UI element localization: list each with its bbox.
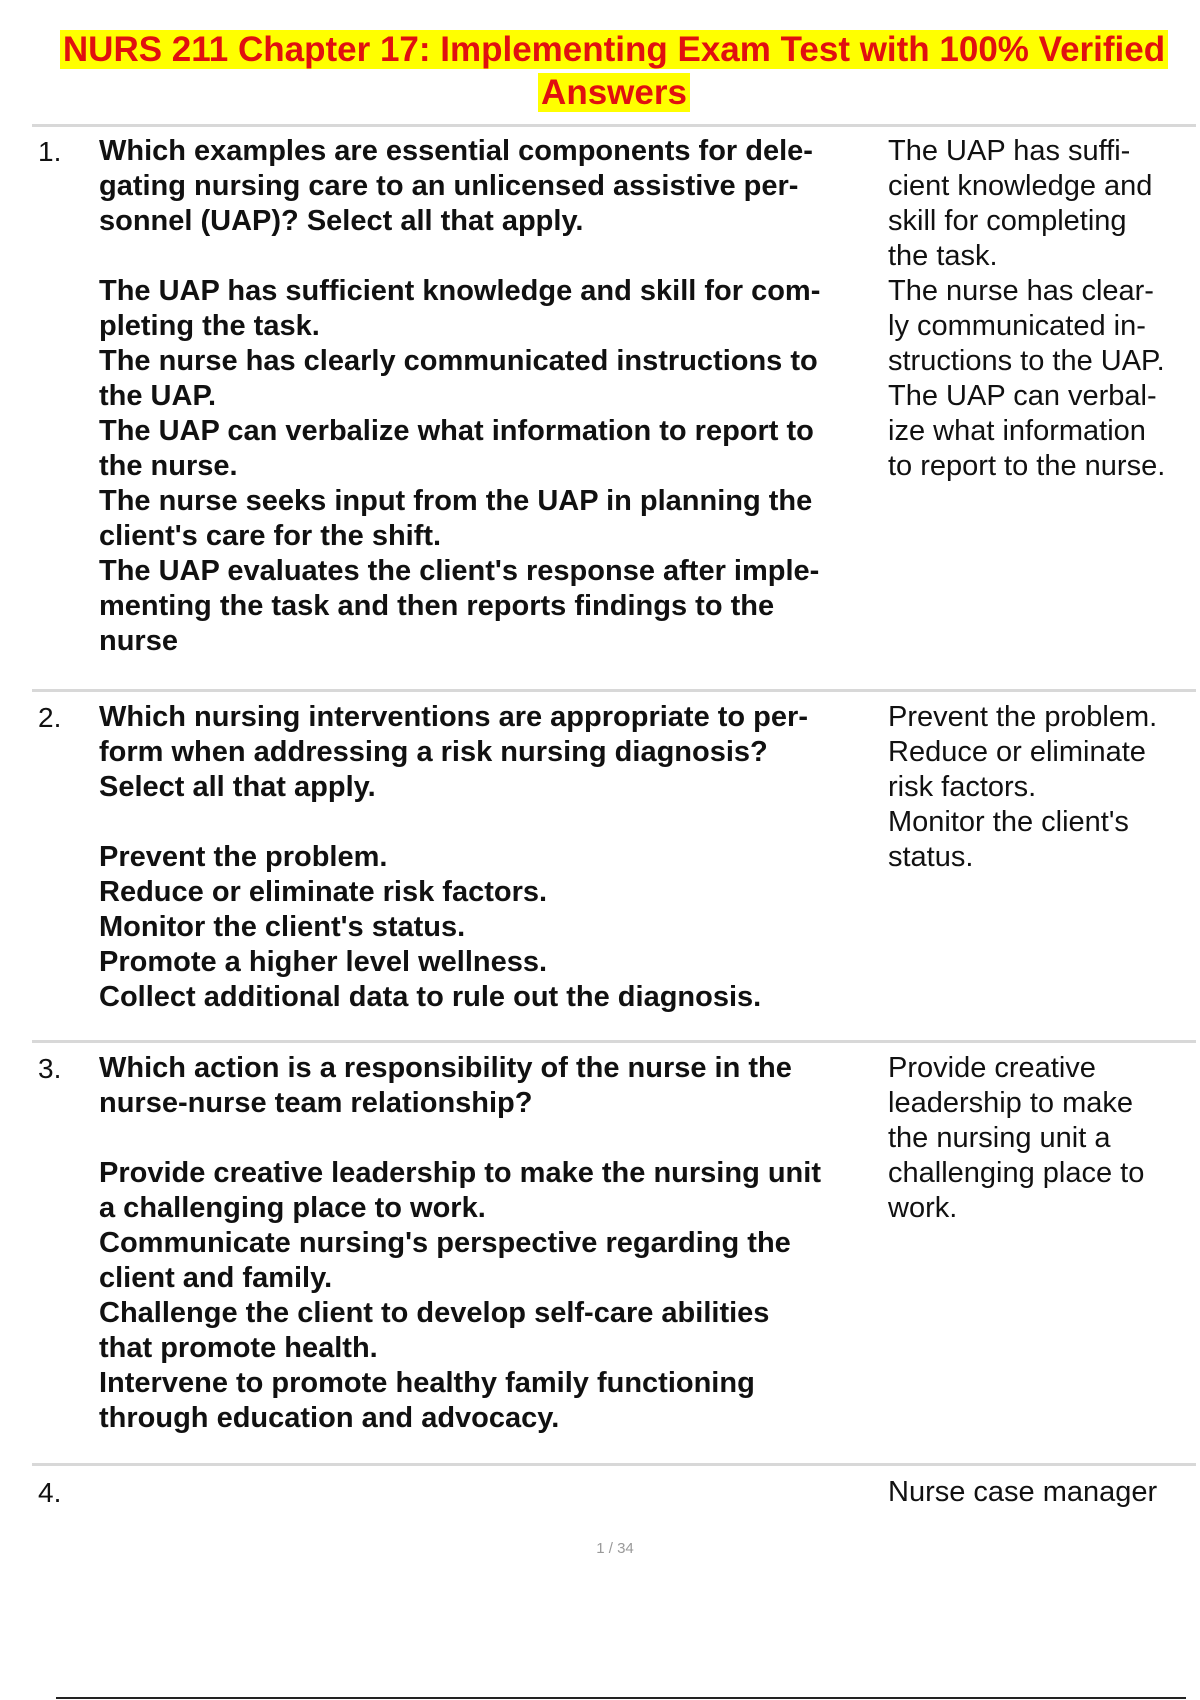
question-line: sonnel (UAP)? Select all that apply. bbox=[99, 205, 584, 237]
option-line: The nurse has clearly communicated instructions to bbox=[99, 345, 818, 377]
question-number: 3. bbox=[38, 1053, 62, 1084]
answer-line: structions to the UAP. bbox=[888, 345, 1165, 377]
divider bbox=[32, 689, 1196, 692]
question-number: 2. bbox=[38, 702, 62, 733]
answer-line: The UAP has suffi- bbox=[888, 135, 1131, 167]
option-line: Communicate nursing's perspective regarding the bbox=[99, 1227, 791, 1259]
question-number: 4. bbox=[38, 1477, 62, 1508]
option-line: that promote health. bbox=[99, 1332, 378, 1364]
answer-line: ly communicated in- bbox=[888, 310, 1146, 342]
question-line: gating nursing care to an unlicensed assistive per- bbox=[99, 170, 799, 202]
question-line: form when addressing a risk nursing diagnosis? bbox=[99, 736, 768, 768]
page-indicator: 1 / 34 bbox=[596, 1540, 634, 1557]
answer-3 bbox=[888, 1051, 1198, 1226]
question-1-text bbox=[99, 134, 879, 659]
divider bbox=[32, 1463, 1196, 1466]
answer-line: Monitor the client's bbox=[888, 806, 1129, 838]
answer-line: The nurse has clear- bbox=[888, 275, 1154, 307]
answer-line: challenging place to bbox=[888, 1157, 1145, 1189]
option-line: Collect additional data to rule out the diagnosis. bbox=[99, 981, 762, 1013]
option-line: The UAP has sufficient knowledge and skill for com- bbox=[99, 275, 821, 307]
question-line: nurse-nurse team relationship? bbox=[99, 1087, 533, 1119]
answer-line: The UAP can verbal- bbox=[888, 380, 1157, 412]
answer-1 bbox=[888, 134, 1198, 484]
option-line: Intervene to promote healthy family functioning bbox=[99, 1367, 755, 1399]
divider bbox=[32, 1040, 1196, 1043]
option-line: Reduce or eliminate risk factors. bbox=[99, 876, 548, 908]
answer-line: the task. bbox=[888, 240, 998, 272]
answer-line: risk factors. bbox=[888, 771, 1037, 803]
question-line: Which nursing interventions are appropriate to per- bbox=[99, 701, 808, 733]
option-line: menting the task and then reports findings to the bbox=[99, 590, 775, 622]
option-line: nurse bbox=[99, 625, 178, 657]
answer-line: status. bbox=[888, 841, 974, 873]
option-line: client's care for the shift. bbox=[99, 520, 442, 552]
question-2-text bbox=[99, 700, 879, 1015]
answer-line: leadership to make bbox=[888, 1087, 1134, 1119]
answer-2 bbox=[888, 700, 1198, 875]
question-line: Which action is a responsibility of the nurse in the bbox=[99, 1052, 792, 1084]
answer-line: ize what information bbox=[888, 415, 1146, 447]
option-line: client and family. bbox=[99, 1262, 333, 1294]
option-line: Promote a higher level wellness. bbox=[99, 946, 548, 978]
answer-line: Nurse case manager bbox=[888, 1476, 1158, 1508]
option-line: The UAP evaluates the client's response after imple- bbox=[99, 555, 820, 587]
option-line: The UAP can verbalize what information to report to bbox=[99, 415, 814, 447]
option-line: Provide creative leadership to make the nursing unit bbox=[99, 1157, 821, 1189]
question-line: Which examples are essential components for dele- bbox=[99, 135, 813, 167]
answer-line: to report to the nurse. bbox=[888, 450, 1166, 482]
document-title bbox=[34, 28, 1194, 114]
answer-line: skill for completing bbox=[888, 205, 1127, 237]
answer-4 bbox=[888, 1475, 1198, 1510]
option-line: Challenge the client to develop self-care abilities bbox=[99, 1297, 770, 1329]
option-line: The nurse seeks input from the UAP in planning the bbox=[99, 485, 813, 517]
option-line: a challenging place to work. bbox=[99, 1192, 486, 1224]
answer-line: cient knowledge and bbox=[888, 170, 1153, 202]
answer-line: Provide creative bbox=[888, 1052, 1096, 1084]
answer-line: the nursing unit a bbox=[888, 1122, 1111, 1154]
title-line-2: Answers bbox=[538, 73, 690, 112]
question-line: Select all that apply. bbox=[99, 771, 376, 803]
option-line: the UAP. bbox=[99, 380, 217, 412]
divider bbox=[32, 124, 1196, 127]
option-line: through education and advocacy. bbox=[99, 1402, 560, 1434]
title-line-1: NURS 211 Chapter 17: Implementing Exam Test with 100% Verified bbox=[60, 30, 1168, 69]
answer-line: Prevent the problem. bbox=[888, 701, 1158, 733]
question-3-text bbox=[99, 1051, 879, 1436]
option-line: the nurse. bbox=[99, 450, 238, 482]
bottom-divider bbox=[56, 1697, 1186, 1699]
answer-line: Reduce or eliminate bbox=[888, 736, 1146, 768]
question-number: 1. bbox=[38, 136, 62, 167]
option-line: pleting the task. bbox=[99, 310, 320, 342]
answer-line: work. bbox=[888, 1192, 958, 1224]
option-line: Prevent the problem. bbox=[99, 841, 388, 873]
option-line: Monitor the client's status. bbox=[99, 911, 466, 943]
